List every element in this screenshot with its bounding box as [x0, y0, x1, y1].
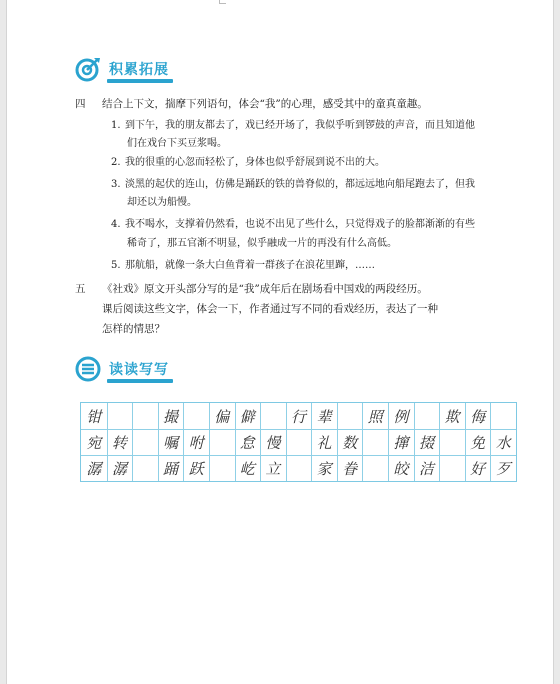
grid-character: 潺: [111, 459, 127, 478]
section-title: 读读写写: [109, 362, 169, 378]
grid-character: 例: [393, 407, 409, 426]
grid-character: 咐: [188, 433, 204, 452]
page-corner-mark: [219, 0, 226, 4]
item-text: 到下午，我的朋友都去了，戏已经开场了，我似乎听到锣鼓的声音，而且知道他: [125, 120, 475, 131]
grid-character: 礼: [316, 433, 332, 452]
grid-character: 家: [316, 459, 332, 478]
target-arrow-icon: [75, 56, 101, 82]
item-number: 4.: [111, 219, 121, 230]
question-number: 五: [75, 283, 86, 295]
question-number: 四: [75, 98, 86, 110]
section-title: 积累拓展: [109, 62, 169, 78]
grid-character: 侮: [470, 407, 486, 426]
grid-hline: [81, 429, 516, 430]
grid-character: 偏: [214, 407, 230, 426]
item-continuation: 却还以为船慢。: [127, 197, 197, 208]
question-text: 怎样的情思？: [102, 323, 165, 335]
grid-character: 撺: [393, 433, 409, 452]
item-continuation: 稀奇了，那五官渐不明显，似乎融成一片的再没有什么高低。: [127, 238, 397, 249]
item-text: 那航船，就像一条大白鱼背着一群孩子在浪花里蹿，……: [125, 260, 375, 271]
grid-character: 好: [470, 459, 486, 478]
grid-character: 僻: [239, 407, 255, 426]
grid-character: 潺: [86, 459, 102, 478]
grid-character: 转: [111, 433, 127, 452]
item-number: 5.: [111, 260, 121, 271]
item-number: 2.: [111, 157, 121, 168]
grid-character: 宛: [86, 433, 102, 452]
grid-character: 嘱: [163, 433, 179, 452]
question-text: 课后阅读这些文字，体会一下，作者通过写不同的看戏经历，表达了一种: [102, 303, 438, 315]
grid-character: 跃: [188, 459, 204, 478]
title-underline: [107, 79, 173, 83]
section-header-accumulate: [75, 56, 169, 82]
writing-grid: [80, 402, 517, 482]
grid-character: 数: [342, 433, 358, 452]
grid-character: 皎: [393, 459, 409, 478]
grid-character: 照: [367, 407, 383, 426]
question-prompt: 结合上下文，揣摩下列语句，体会“我”的心理，感受其中的童真童趣。: [102, 98, 428, 110]
grid-character: 免: [470, 433, 486, 452]
grid-character: 辈: [316, 407, 332, 426]
grid-character: 欺: [444, 407, 460, 426]
grid-character: 怠: [239, 433, 255, 452]
grid-vline: [132, 403, 133, 481]
list-item: [111, 152, 385, 174]
section-header-read-write: [75, 356, 169, 382]
grid-character: 行: [290, 407, 306, 426]
item-continuation: 们在戏台下买豆浆喝。: [127, 138, 227, 149]
grid-character: 洁: [418, 459, 434, 478]
grid-character: 撮: [163, 407, 179, 426]
grid-character: 掇: [418, 433, 434, 452]
grid-character: 踊: [163, 459, 179, 478]
item-number: 3.: [111, 179, 121, 190]
grid-character: 水: [495, 433, 511, 452]
item-number: 1.: [111, 120, 121, 131]
item-text: 我的很重的心忽而轻松了，身体也似乎舒展到说不出的大。: [125, 157, 385, 168]
item-text: 淡黑的起伏的连山，仿佛是踊跃的铁的兽脊似的，都远远地向船尾跑去了，但我: [125, 179, 475, 190]
grid-character: 钳: [86, 407, 102, 426]
grid-character: 眷: [342, 459, 358, 478]
title-underline: [107, 379, 173, 383]
grid-character: 屹: [239, 459, 255, 478]
grid-character: 慢: [265, 433, 281, 452]
item-text: 我不喝水，支撑着仍然看，也说不出见了些什么，只觉得戏子的脸都渐渐的有些: [125, 219, 475, 230]
question-text: 《社戏》原文开头部分写的是“我”成年后在剧场看中国戏的两段经历。: [102, 283, 428, 295]
grid-hline: [81, 455, 516, 456]
textbook-page: [6, 0, 554, 684]
grid-character: 歹: [495, 459, 511, 478]
list-item: [111, 255, 375, 277]
grid-character: 立: [265, 459, 281, 478]
list-lines-icon: [75, 356, 101, 382]
